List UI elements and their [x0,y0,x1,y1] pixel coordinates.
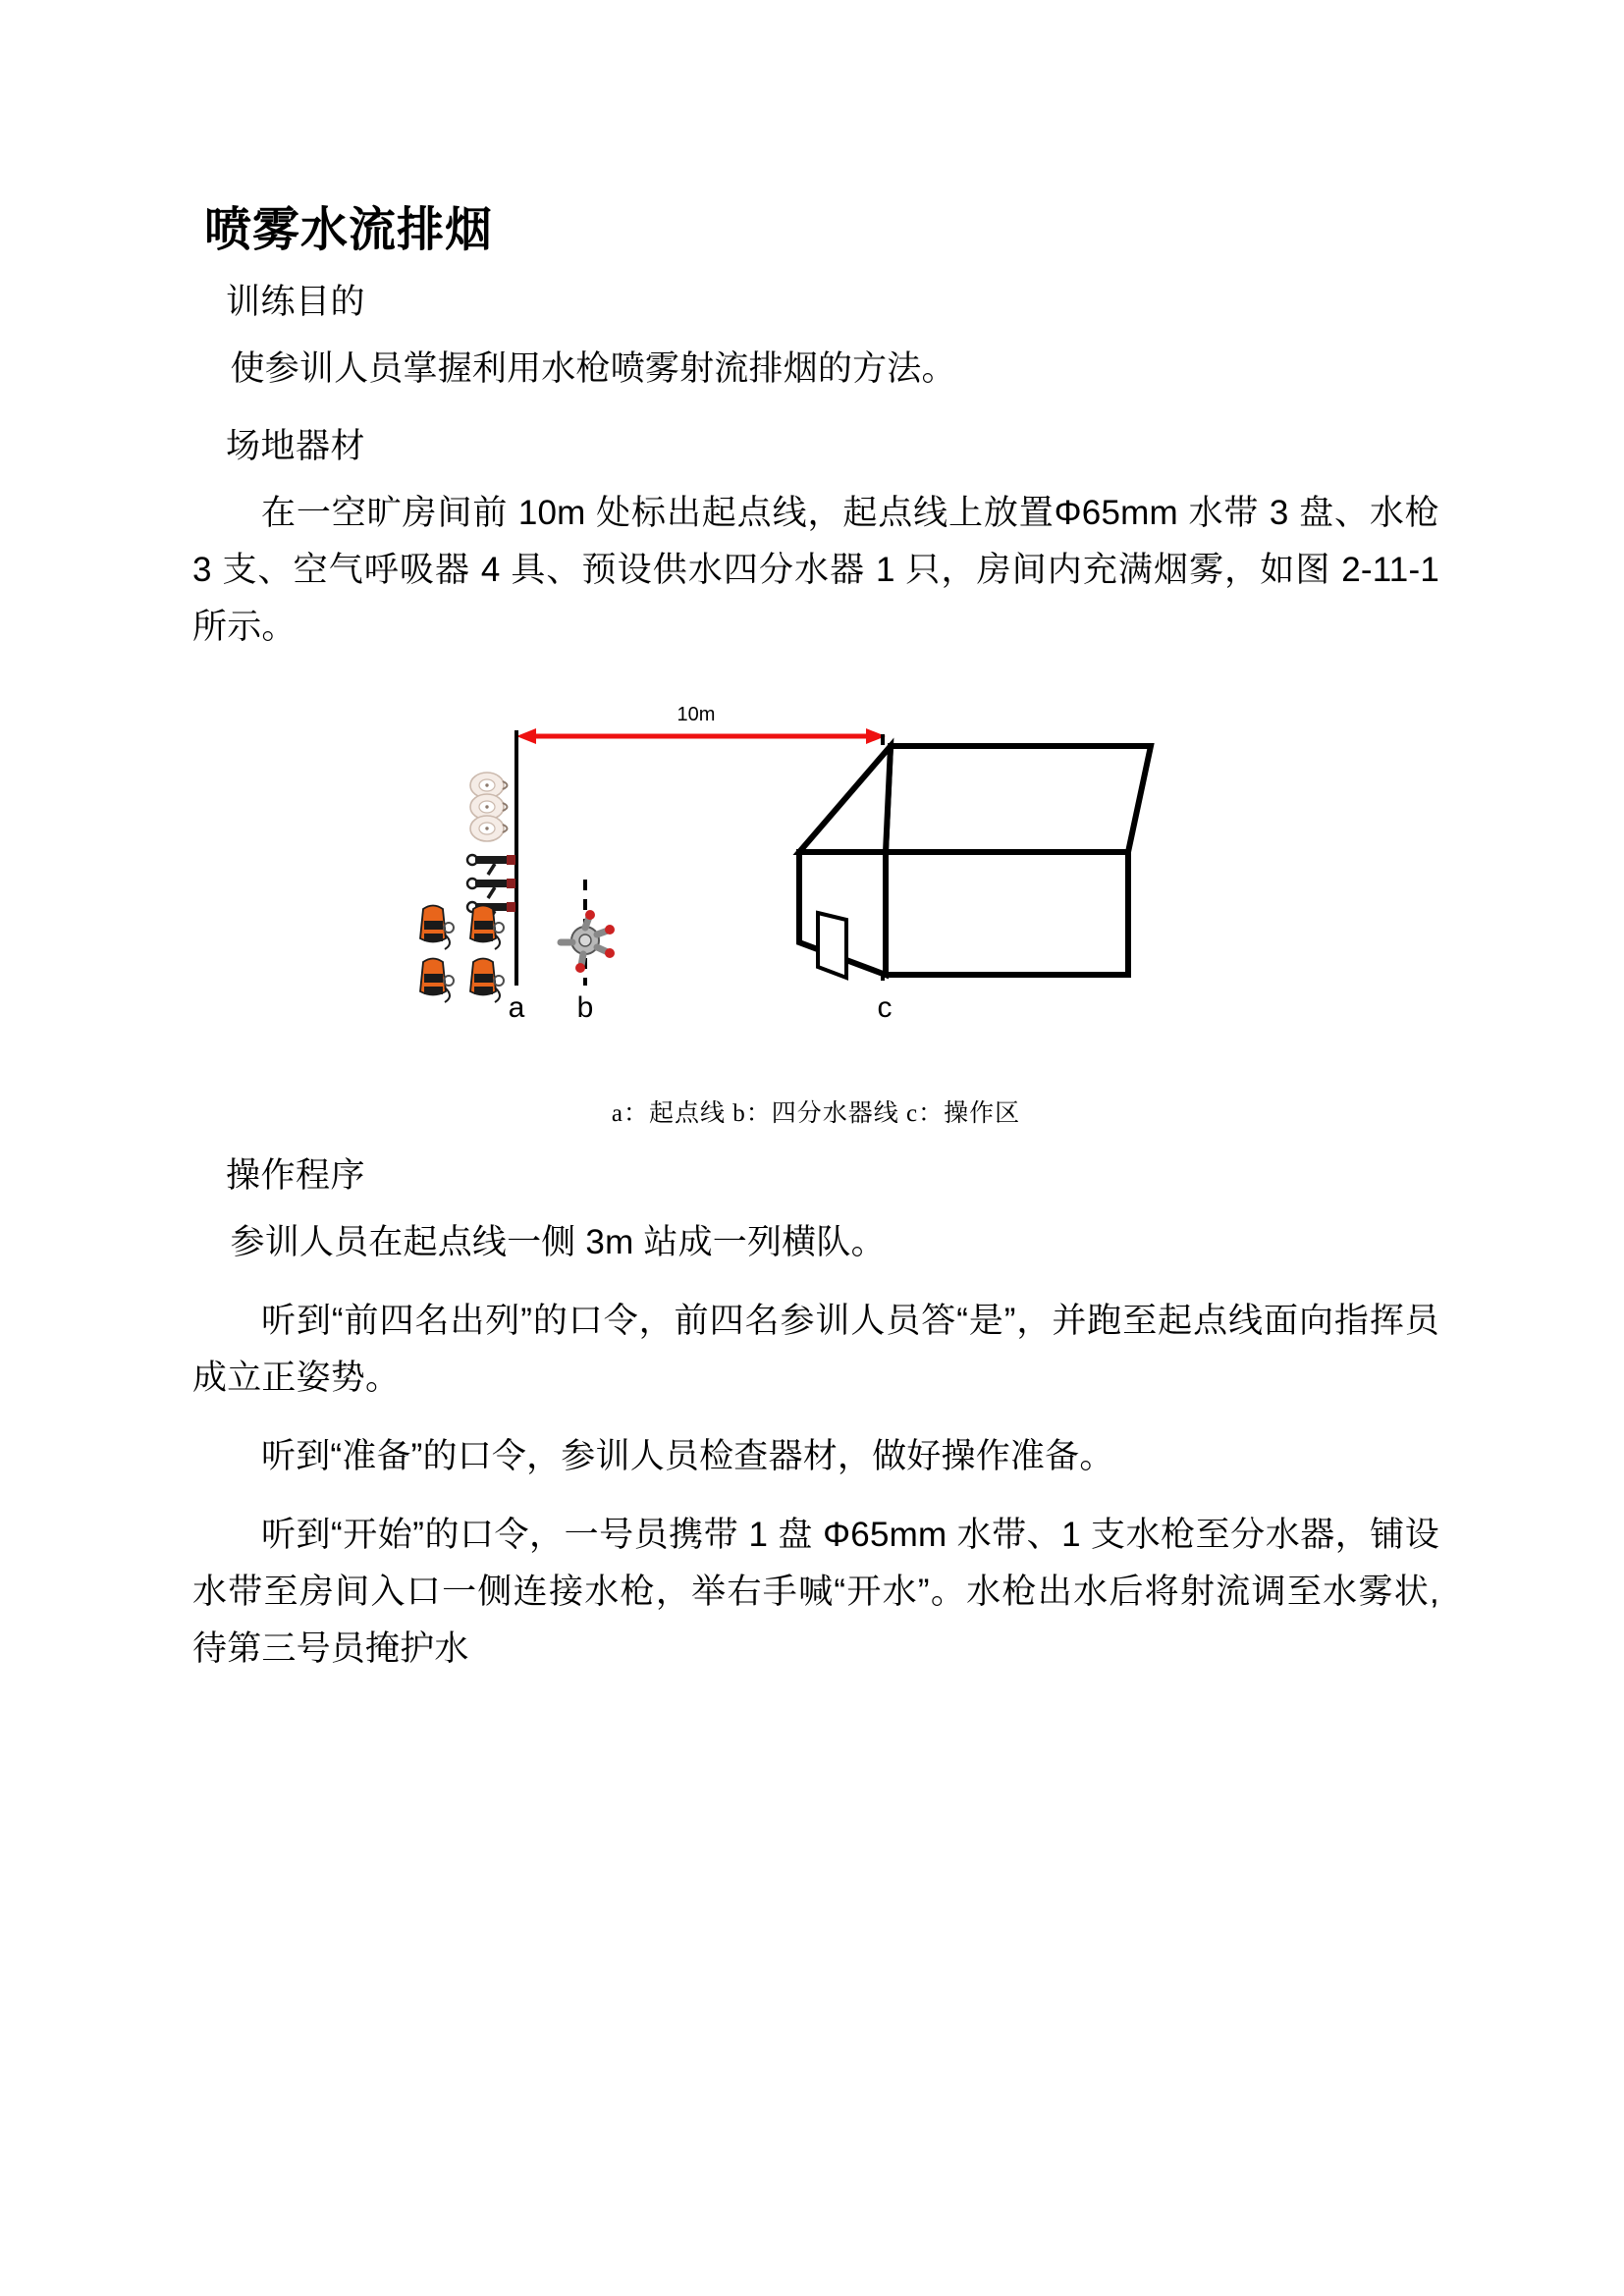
dimension-label-10m: 10m [677,704,716,725]
marker-label-b: b [576,991,594,1024]
water-divider-icon [561,910,615,973]
paragraph-operation-3: 听到“准备”的口令，参训人员检查器材，做好操作准备。 [261,1437,1114,1475]
marker-label-c: c [877,991,893,1024]
figure-caption: a：起点线 b：四分水器线 c：操作区 [611,1100,1021,1127]
section-heading-training-purpose: 训练目的 [226,283,366,321]
section-heading-operation-procedure: 操作程序 [226,1156,366,1195]
figure-2-11-1 [192,695,1439,1127]
hose-reels-icon [470,773,508,841]
paragraph-operation-1: 参训人员在起点线一侧 3m 站成一列横队。 [230,1223,886,1261]
marker-label-a: a [508,991,525,1024]
paragraph-operation-2: 听到“前四名出列”的口令，前四名参训人员答“是”，并跑至起点线面向指挥员成立正姿势。 [192,1302,1439,1397]
figure-diagram [192,695,1439,1127]
dimension-arrow [516,728,886,744]
paragraph-training-purpose: 使参训人员掌握利用水枪喷雾射流排烟的方法。 [230,349,956,388]
paragraph-operation-4: 听到“开始”的口令，一号员携带 1 盘 Φ65mm 水带、1 支水枪至分水器，铺设水带至房间入口一侧连接水枪，举右手喊“开水”。水枪出水后将射流调至水雾状, 待第三号员掩护水 [192,1516,1439,1668]
paragraph-site-equipment: 在一空旷房间前 10m 处标出起点线，起点线上放置Φ65mm 水带 3 盘、水枪 3 支、空气呼吸器 4 具、预设供水四分水器 1 只，房间内充满烟雾，如图 2-11-1 所示。 [192,494,1439,646]
page-content [192,0,1439,1678]
section-heading-site-equipment: 场地器材 [226,427,366,465]
page-title: 喷雾水流排烟 [204,202,494,257]
scba-units-icon [420,906,504,1003]
building-room-icon [799,746,1151,978]
